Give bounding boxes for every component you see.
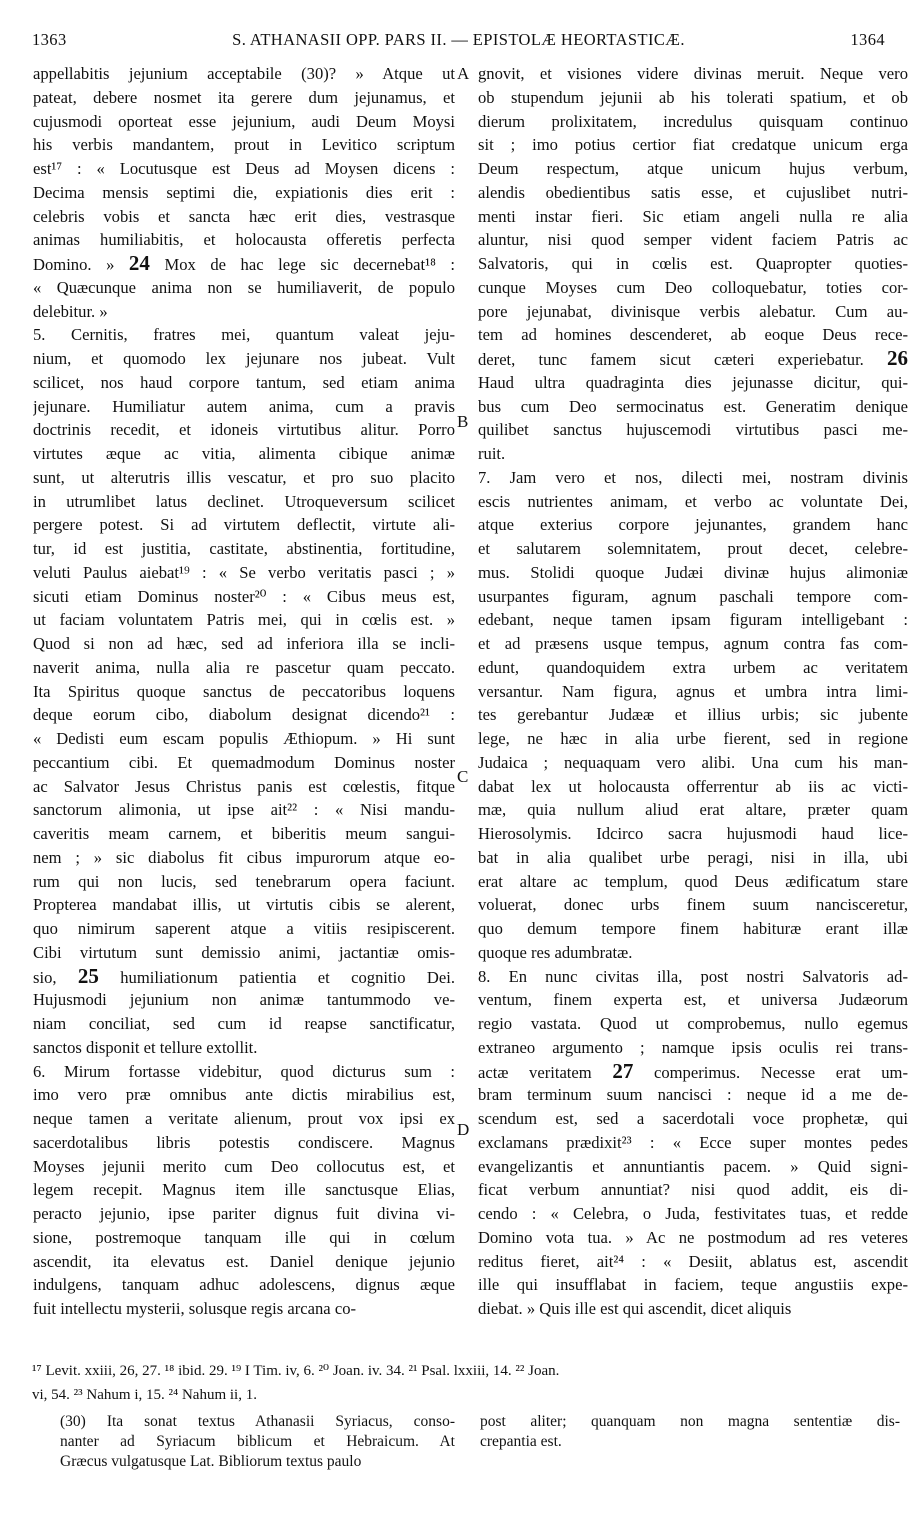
commentary-left: [60, 1412, 455, 1472]
text-line: Judaica ; nequaquam vero alibi. Una cum his man-: [478, 752, 908, 772]
column-number: 27: [612, 1059, 634, 1083]
text-line: virtutes æque ac vitia, alimenta cibique animæ: [33, 444, 455, 463]
right-page-number: 1364: [850, 30, 885, 49]
text-line: Deum respectum, atque unicum hujus verbum,: [478, 159, 908, 178]
text-line: bus cum Deo sermocinatus est. Generatim denique: [478, 396, 908, 416]
text-line: « Dedisti eum escam populis Æthiopum. » Hi sunt: [33, 729, 455, 748]
text-line: versantur. Nam figura, agnus et umbra intra limi-: [478, 681, 908, 701]
text-line: ascendit, ita elevatus est. Daniel denique jejunio: [33, 1251, 455, 1271]
text-line: escis nutrientes animam, et verbo ac voluntate Dei,: [478, 491, 908, 511]
text-line: diebat. » Quis ille est qui ascendit, dicet aliquis: [478, 1299, 792, 1318]
text-line: aluntur, nisi quod semper vident faciem Patris ac: [478, 230, 908, 250]
text-line: lege, ne hæc in alia urbe fierent, sed in regione: [478, 729, 908, 748]
text-line: in utrumlibet latus declinet. Utroqueversum scilicet: [33, 491, 455, 511]
text-line: ac Salvator Jesus Christus panis est cœlestis, fitque: [33, 776, 455, 796]
text-line: quoque res adumbratæ.: [478, 942, 633, 962]
text-line: sicuti etiam Dominus noster²⁰ : « Cibus meus est,: [33, 586, 455, 606]
text-line: scilicet, nos haud corpore tantum, sed etiam anima: [33, 372, 455, 392]
text-line: caveritis meam carnem, et biberitis meum sangui-: [33, 824, 455, 843]
left-page-number: 1363: [32, 30, 67, 49]
text-line: Domino vota tua. » Ac ne postmodum ad res veteres: [478, 1227, 908, 1247]
text-line: his verbis mandantem, prout in Levitico scriptum: [33, 135, 455, 155]
text-line: delebitur. »: [33, 301, 108, 321]
text-line: sio, 25 humiliationum patientia et cognitio Dei.: [33, 964, 455, 988]
text-line: pore jejunabat, divinisque verbis alebatur. Cum au-: [478, 301, 908, 321]
text-line: tem ad homines descenderet, ab eoque Deus rece-: [478, 325, 908, 345]
text-line: 7. Jam vero et nos, dilecti mei, nostram divinis: [478, 467, 908, 487]
text-line: 6. Mirum fortasse videbitur, quod dicturus sum :: [33, 1061, 455, 1081]
text-line: bram terminum suum nancisci : neque id a me de-: [478, 1085, 908, 1105]
footnotes: [32, 1360, 908, 1408]
text-line: sacerdotalibus libris potestis condiscere. Magnus: [33, 1132, 455, 1152]
text-line: evangelizantis et annuntiantis pacem. » Quid signi-: [478, 1156, 908, 1176]
text-line: dierum prolixitatem, incredulus quisquam continuo: [478, 111, 908, 131]
margin-letter-c: C: [457, 767, 469, 786]
text-line: cendo : « Celebra, o Juda, festivitates tuas, et redde: [478, 1204, 908, 1223]
text-line: Salvatoris, qui in cœlis est. Quapropter quoties-: [478, 254, 908, 273]
text-line: « Quæcunque anima non se humiliaverit, de populo: [33, 277, 455, 297]
text-line: regio vastata. Quod ut comprobemus, nullo egemus: [478, 1014, 908, 1033]
text-line: sanctos disponit et tellure extollit.: [33, 1037, 258, 1057]
commentary-right: [480, 1412, 900, 1452]
text-line: exclamans prædixit²³ : « Ecce super montes pedes: [478, 1132, 908, 1152]
text-line: peracto jejunio, ipse pariter dignus fuit divina vi-: [33, 1204, 455, 1223]
text-line: deret, tunc famem sicut cæteri experiebatur. 26: [478, 347, 908, 370]
text-line: scendum est, sed a sacerdotali voce prophetæ, qui: [478, 1109, 908, 1128]
text-line: Hujusmodi jejunium non animæ tantummodo ve-: [33, 990, 455, 1010]
text-line: animas humiliabitis, et holocausta offeretis perfecta: [33, 230, 455, 250]
text-line: actæ veritatem 27 comperimus. Necesse erat um-: [478, 1059, 908, 1083]
text-line: mus. Stolidi quoque Judæi divinæ hujus alimoniæ: [478, 562, 908, 582]
text-line: et salutarem solemnitatem, prout decet, celebre-: [478, 539, 908, 558]
text-line: deque eorum cibo, diabolum designat dicendo²¹ :: [33, 705, 455, 725]
text-line: ille qui insufflabat in faciem, teque angustiis expe-: [478, 1275, 908, 1295]
text-line: reditus fieret, ait²⁴ : « Desiit, ablatus est, ascendit: [478, 1251, 908, 1271]
text-line: bat in alia qualibet urbe peragi, nisi in illa, ubi: [478, 847, 908, 867]
text-line: quilibet sanctus hujuscemodi virtutibus pasci me-: [478, 420, 908, 440]
text-line: edebant, neque tamen ipsam figuram intelligebant :: [478, 610, 908, 630]
text-line: menti instar fieri. Sic etiam angeli nulla re alia: [478, 206, 908, 226]
text-line: Cibi virtutum sunt demissio animi, jactantiæ omis-: [33, 942, 455, 962]
left-text-column: [33, 62, 455, 1352]
text-line: doctrinis recedit, et idoneis virtutibus alitur. Porro: [33, 420, 455, 440]
text-line: rum qui non lucis, sed tenebrarum opera faciunt.: [33, 871, 455, 891]
text-line: nanter ad Syriacum biblicum et Hebraicum. At: [60, 1433, 455, 1450]
margin-letter-d: D: [457, 1120, 470, 1139]
text-line: celebris vobis et sancta hæc erit dies, vestrasque: [33, 206, 455, 226]
running-header: [32, 30, 885, 54]
text-line: sit ; imo potius certior fiat credatque unicum erga: [478, 135, 908, 155]
text-line: Haud ultra quadraginta dies jejunasse dicitur, qui-: [478, 372, 908, 392]
text-line: sanctorum alimonia, ut ipse ait²² : « Nisi mandu-: [33, 800, 455, 820]
text-line: gnovit, et visiones videre divinas meruit. Neque vero: [478, 64, 908, 83]
text-line: imo vero præ omnibus ante dictis mirabilius est,: [33, 1085, 455, 1105]
text-line: veluti Paulus aiebat¹⁹ : « Se verbo veritatis pasci ; »: [33, 562, 455, 582]
text-line: neque tamen a veritate alienum, prout vox ipsi ex: [33, 1109, 455, 1128]
text-line: ventum, finem experta est, et universa Judæorum: [478, 990, 908, 1010]
text-line: legem recepit. Magnus item ille sanctusque Elias,: [33, 1180, 455, 1200]
running-title: S. ATHANASII OPP. PARS II. — EPISTOLÆ HEORTASTICÆ.: [232, 30, 685, 49]
text-line: ut faciam voluntatem Patris mei, qui in cœlis est. »: [33, 610, 455, 630]
text-line: crepantia est.: [480, 1433, 562, 1450]
text-line: vi, 54. ²³ Nahum i, 15. ²⁴ Nahum ii, 1.: [32, 1386, 257, 1403]
text-line: alendis obedientibus satis esse, et cujuslibet nutri-: [478, 182, 908, 202]
text-line: ob stupendum jejunii ab his tolerati spatium, et ob: [478, 87, 908, 107]
text-line: Moyses jejunii merito cum Deo collocutus est, et: [33, 1156, 455, 1176]
text-line: dabat lex ut holocausta offerrentur ab iis ac victi-: [478, 776, 908, 796]
text-line: 8. En nunc civitas illa, post nostri Salvatoris ad-: [478, 966, 908, 986]
text-line: edunt, quandoquidem extra urbem ac veritatem: [478, 657, 908, 677]
text-line: (30) Ita sonat textus Athanasii Syriacus, conso-: [60, 1413, 455, 1430]
column-number: 26: [887, 347, 908, 370]
text-line: Propterea mandabat illis, ut virtutis cibis se alerent,: [33, 895, 455, 915]
text-line: quo demum tempore finem habituræ erant illæ: [478, 919, 908, 938]
text-line: peccantium cibi. Et quemadmodum Dominus noster: [33, 752, 455, 772]
text-line: Quod si non ad hæc, sed ad inferiora illa se incli-: [33, 634, 455, 653]
text-line: sunt, ut alterutris illis vescatur, et pro suo placito: [33, 467, 455, 487]
text-line: tes gerebantur Judææ et illius urbis; sic jubente: [478, 705, 908, 725]
text-line: atque exterius corpore jejunantes, grandem hanc: [478, 515, 908, 535]
text-line: pergere potest. Si ad virtutem deflectit, virtute ali-: [33, 515, 455, 535]
text-line: mæ, quia nullum aliud erat altare, præter quam: [478, 800, 908, 820]
text-line: 5. Cernitis, fratres mei, quantum valeat jeju-: [33, 325, 455, 345]
text-line: appellabitis jejunium acceptabile (30)? » Atque ut: [33, 64, 455, 83]
text-line: usurpantes figuram, agnum paschali tempore com-: [478, 586, 908, 606]
text-line: fuit intellectu mysterii, solusque regis arcana co-: [33, 1299, 357, 1318]
margin-letter-a: A: [457, 64, 470, 83]
text-line: nem ; » sic diabolus fit cibus impurorum atque eo-: [33, 847, 455, 867]
text-line: Græcus vulgatusque Lat. Bibliorum textus paulo: [60, 1453, 362, 1470]
margin-letter-b: B: [457, 412, 469, 431]
text-line: Domino. » 24 Mox de hac lege sic decernebat¹⁸ :: [33, 252, 455, 275]
text-line: voluerat, donec urbs finem suum nancisceretur,: [478, 895, 908, 915]
text-line: Hierosolymis. Idcirco sacra hujusmodi haud lice-: [478, 824, 908, 843]
text-line: niam conciliat, sed cum id reapse sanctificatur,: [33, 1014, 455, 1033]
text-line: naverit anima, nulla alia re pascetur quam peccato.: [33, 657, 455, 677]
text-line: Ita Spiritus quoque sanctus de peccatoribus loquens: [33, 681, 455, 701]
text-line: et ad præsens usque tempus, agnum contra fas com-: [478, 634, 908, 653]
text-line: sione, postremoque tanquam ille qui in cœlum: [33, 1227, 455, 1247]
text-line: ¹⁷ Levit. xxiii, 26, 27. ¹⁸ ibid. 29. ¹⁹ I Tim. iv, 6. ²⁰ Joan. iv. 34. ²¹ Psal. lxxiii, 14. ²² Joan.: [32, 1363, 560, 1379]
text-line: nium, et quomodo lex jejunare nos jubeat. Vult: [33, 349, 455, 368]
text-line: tur, id est justitia, castitate, abstinentia, fortitudine,: [33, 539, 455, 558]
text-line: pateat, debere nosmet ita gerere dum jejunamus, et: [33, 87, 455, 107]
text-line: ficat verbum annuntiat? nisi quod addit, eis di-: [478, 1180, 908, 1200]
text-line: cujusmodi oporteat esse jejunium, audi Deum Moysi: [33, 111, 455, 131]
column-number: 25: [77, 964, 99, 988]
column-number: 24: [128, 252, 150, 275]
text-line: indulgens, tanquam adhuc adolescens, dignus æque: [33, 1275, 455, 1295]
right-text-column: [478, 62, 908, 1352]
text-line: quo nimirum saperent atque a vitiis resipiscerent.: [33, 919, 455, 938]
text-line: ruit.: [478, 444, 506, 463]
text-line: est¹⁷ : « Locutusque est Deus ad Moysen dicens :: [33, 159, 455, 178]
text-line: cunque Moyses cum Deo colloquebatur, toties cor-: [478, 277, 908, 297]
text-line: Decima mensis septimi die, expiationis dies erit :: [33, 182, 455, 202]
text-line: post aliter; quanquam non magna sententiæ dis-: [480, 1413, 900, 1430]
text-line: erat altare ac templum, quod Deus ædificatum stare: [478, 871, 908, 891]
text-line: extraneo argumento ; namque ipsis oculis rei trans-: [478, 1037, 908, 1057]
text-line: jejunare. Humiliatur autem anima, cum a pravis: [33, 396, 455, 416]
